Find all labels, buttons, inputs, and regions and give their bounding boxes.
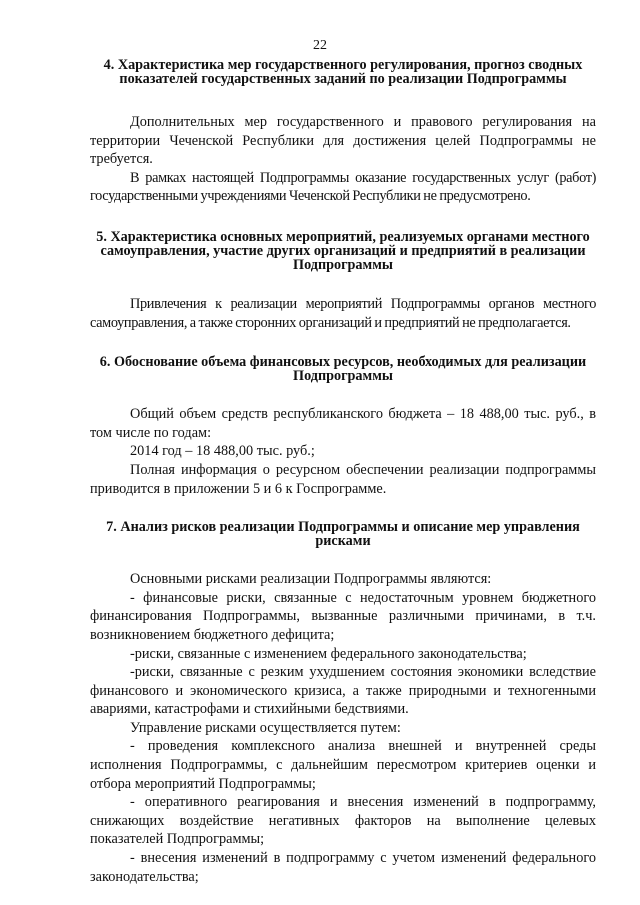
page-number: 22 xyxy=(313,38,327,53)
section-7-paragraph-7: - оперативного реагирования и внесения изменений в подпрограмму, снижающих воздействие негативных факторов на выполнение целевых показателей Подпрограммы; xyxy=(90,794,596,848)
section-7-paragraph-3: -риски, связанные с изменением федерального законодательства; xyxy=(130,645,527,662)
section-7-paragraph-1: Основными рисками реализации Подпрограммы являются: xyxy=(130,571,492,588)
section-5-paragraph-1: Привлечения к реализации мероприятий Подпрограммы органов местного самоуправления, а также сторонних организаций и предприятий не предполагается. xyxy=(90,295,596,331)
section-7-heading: 7. Анализ рисков реализации Подпрограммы и описание мер управления рисками xyxy=(106,519,580,550)
section-5-heading: 5. Характеристика основных мероприятий, реализуемых органами местного самоуправления, участие других организаций и предприятий в реализации Подпрограммы xyxy=(96,228,590,273)
section-7-paragraph-5: Управление рисками осуществляется путем: xyxy=(130,719,401,736)
section-7-paragraph-4: -риски, связанные с резким ухудшением состояния экономики вследствие финансового и экономического кризиса, а также природными и техногенными авариями, катастрофами и стихийными бедствиями. xyxy=(90,664,596,718)
section-6-paragraph-1: Общий объем средств республиканского бюджета – 18 488,00 тыс. руб., в том числе по годам: xyxy=(90,406,596,441)
section-4-paragraph-1: Дополнительных мер государственного и правового регулирования на территории Чеченской Республики для достижения целей Подпрограммы не требуется. xyxy=(90,114,596,168)
section-4-heading: 4. Характеристика мер государственного регулирования, прогноз сводных показателей государственных заданий по реализации Подпрограммы xyxy=(103,57,583,87)
section-6-paragraph-2: 2014 год – 18 488,00 тыс. руб.; xyxy=(130,443,315,460)
section-6-heading: 6. Обоснование объема финансовых ресурсов, необходимых для реализации Подпрограммы xyxy=(99,354,587,385)
section-7-paragraph-8: - внесения изменений в подпрограмму с учетом изменений федерального законодательства; xyxy=(90,850,596,885)
section-7-paragraph-2: - финансовые риски, связанные с недостаточным уровнем бюджетного финансирования Подпрограммы, вызванные различными причинами, в т.ч. возникновением бюджетного дефицита; xyxy=(90,589,596,643)
page-content xyxy=(90,58,596,886)
section-4-paragraph-2: В рамках настоящей Подпрограммы оказание государственных услуг (работ) государственными учреждениями Чеченской Республики не предусмотрено. xyxy=(90,169,596,205)
section-7-paragraph-6: - проведения комплексного анализа внешней и внутренней среды исполнения Подпрограммы, с дальнейшим пересмотром критериев оценки и отбора мероприятий Подпрограммы; xyxy=(90,738,596,792)
section-6-paragraph-3: Полная информация о ресурсном обеспечении реализации подпрограммы приводится в приложении 5 и 6 к Госпрограмме. xyxy=(90,461,596,497)
